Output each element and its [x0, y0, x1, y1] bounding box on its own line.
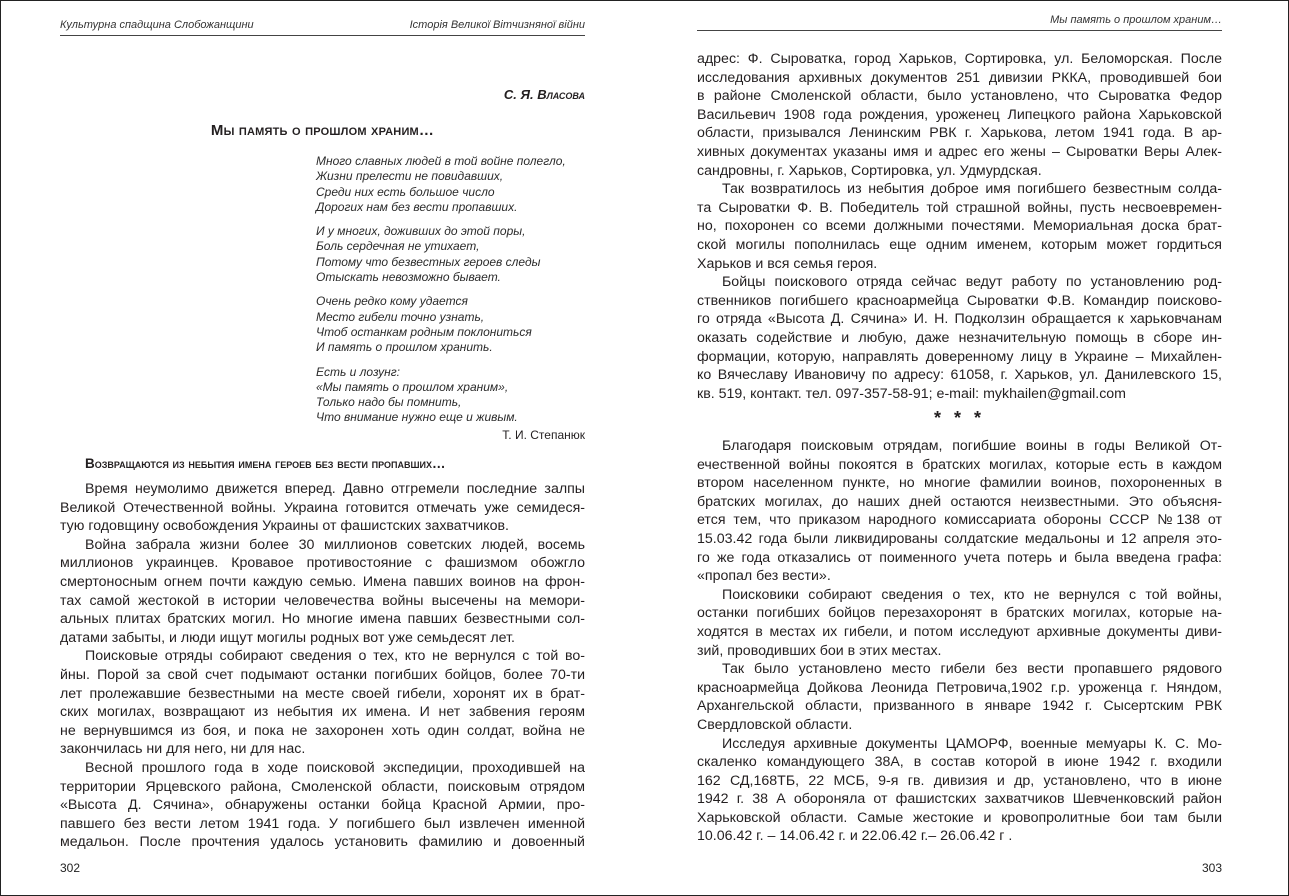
poem-line: Что внимание нужно еще и живым. — [316, 410, 518, 425]
text-line: ственников погибшего красноармейца Сыроватки Ф.В. Командир поисково- — [697, 292, 1222, 309]
text-line: ется тем, что приказом народного комиссариата обороны СССР №138 от — [697, 512, 1222, 529]
running-head-series: Культурна спадщина Слобожанщини — [60, 19, 254, 31]
text-line: но, похоронен со всеми должными почестями. Мемориальная доска брат- — [697, 218, 1222, 235]
page-number-left: 302 — [60, 861, 81, 875]
body-text-left — [60, 480, 585, 852]
text-line: Харьков и вся семья героя. — [697, 255, 878, 272]
text-line: ко Вячеславу Ивановичу по адресу: 61058, г. Харьков, ул. Данилевского 15, — [697, 367, 1222, 384]
epigraph-poem — [316, 154, 586, 435]
text-line: Свердловской области. — [697, 716, 853, 733]
text-line: Так возвратилось из небытия доброе имя погибшего безвестным солда- — [722, 181, 1222, 198]
article-title: Мы память о прошлом храним… — [210, 122, 435, 139]
text-line: ских могилах, возвращают из небытия их имена. И нет забвения героям — [60, 704, 585, 721]
text-line: закончилась ни для него, ни для нас. — [60, 741, 306, 758]
text-line: альных плитах братских могил. Но многие имена павших безвестными сол- — [60, 611, 585, 628]
text-line: зий, проводивших бои в этих местах. — [697, 642, 942, 659]
text-line: Архангельской области, призванного в январе 1942 г. Сысертским РВК — [697, 698, 1222, 715]
text-line: го отряда «Высота Д. Сячина» И. Н. Подколзин обращается к харьковчанам — [697, 311, 1222, 328]
text-line: территории Ярцевского района, Смоленской области, поисковым отрядом — [60, 778, 585, 795]
text-line: братских могилах, до наших дней остаются неизвестными. Это объясня- — [697, 493, 1222, 510]
poem-line: Жизни прелести не повидавших, — [316, 169, 504, 184]
poem-stanza — [316, 294, 586, 355]
text-line: Время неумолимо движется вперед. Давно отгремели последние залпы — [85, 481, 585, 497]
poem-line: «Мы память о прошлом храним», — [316, 379, 509, 394]
poem-stanza — [316, 154, 586, 215]
text-line: Исследуя архивные документы ЦАМОРФ, военные мемуары К. С. Мо- — [722, 735, 1222, 752]
text-line: Поисковики собирают сведения о тех, кто не вернулся с той войны, — [722, 586, 1222, 603]
text-line: Так было установлено место гибели без вести пропавшего рядового — [722, 661, 1222, 678]
text-line: ской могилы пополнилась еще одним именем, которым может гордиться — [697, 236, 1222, 253]
text-line: красноармейца Дойкова Леонида Петровича,1902 г.р. уроженца г. Няндом, — [697, 679, 1222, 696]
text-line: смертоносным огнем почти каждую семью. Имена павших воинов на фрон- — [60, 573, 585, 590]
text-line: датами забыты, и люди ищут могилы родных вот уже семьдесят лет. — [60, 629, 515, 646]
text-line: втором населенном пункте, но многие фамилии воинов, похороненных в — [697, 475, 1222, 492]
text-line: Харьковской области. Самые жестокие и кровопролитные бои там были — [697, 809, 1222, 826]
running-head-right — [697, 14, 1222, 31]
text-line: 10.06.42 г. – 14.06.42 г. и 22.06.42 г.– 26.06.42 г . — [697, 828, 1013, 845]
text-line: сандровны, г. Харьков, Сортировка, ул. Удмурдская. — [697, 162, 1042, 179]
text-line: Весной прошлого года в ходе поисковой экспедиции, проходившей на — [85, 759, 585, 776]
running-head-left — [60, 19, 585, 36]
left-page — [60, 0, 585, 896]
section-separator: * * * — [933, 408, 986, 428]
poem-line: Чтоб останкам родным поклониться — [316, 324, 532, 339]
text-line: миллионов украинцев. Кровавое противостояние с фашизмом обожгло — [60, 555, 585, 572]
article-author: С. Я. Власова — [503, 87, 585, 102]
running-head-article: Мы память о прошлом храним… — [1050, 14, 1222, 26]
text-line: формации, которую, направлять доверенному лицу в Украине – Михайлен- — [697, 348, 1222, 365]
text-line: в районе Смоленской области, было установлено, что Сыроватка Федор — [697, 88, 1222, 105]
text-line: останки погибших бойцов перезахоронят в братских могилах, которые на- — [697, 605, 1222, 622]
poem-line: Среди них есть большое число — [316, 184, 495, 199]
page-number-right: 303 — [1201, 861, 1222, 875]
text-line: павшего без вести летом 1941 года. У погибшего был извлечен именной — [60, 815, 585, 832]
poem-line: Много славных людей в той войне полегло, — [316, 154, 566, 168]
text-line: исследования архивных документов 251 дивизии РККА, проводившей бои — [697, 69, 1222, 86]
poem-line: Боль сердечная не утихает, — [316, 239, 480, 254]
text-line: 15.03.42 года были ликвидированы солдатские медальоны и 12 апреля это- — [697, 530, 1222, 547]
poem-line: Дорогих нам без вести пропавших. — [316, 199, 518, 214]
section-subheading: Возвращаются из небытия имена героев без вести пропавших… — [85, 456, 446, 471]
text-line: тах самой жестокой в истории человечества войны высечены на мемори- — [60, 592, 585, 609]
poem-line: И у многих, доживших до этой поры, — [316, 224, 526, 239]
text-line: Васильевич 1908 года рождения, уроженец Липецкого района Харьковской — [697, 106, 1222, 123]
text-line: «Высота Д. Сячина», обнаружены останки бойца Красной Армии, про- — [60, 797, 585, 814]
text-line: 162 СД,168ТБ, 22 МСБ, 9-я гв. дивизия и др, установлено, что в июне — [697, 772, 1222, 789]
text-line: ечественной войны покоятся в братских могилах, которые есть в каждом — [697, 456, 1222, 473]
right-page — [697, 0, 1222, 896]
text-line: оказать содействие и любую, даже незначительную помощь в сборе ин- — [697, 329, 1222, 346]
poem-signature: Т. И. Степанюк — [502, 428, 585, 442]
poem-stanza — [316, 365, 586, 426]
text-line: не вернувшимся из боя, и пока не захоронен хоть один солдат, война не — [60, 722, 585, 739]
text-line: та Сыроватки Ф. В. Победитель той страшной войны, пусть несвоевремен- — [697, 199, 1222, 216]
text-line: скаленко командующего 38А, в состав которой в июне 1942 г. входили — [697, 754, 1222, 771]
text-line: Бойцы поискового отряда сейчас ведут работу по установлению род- — [722, 274, 1222, 291]
poem-line: Есть и лозунг: — [316, 364, 400, 379]
running-head-section: Історія Великої Вітчизняної війни — [409, 19, 585, 31]
poem-stanza — [316, 224, 586, 285]
text-line: области, призывался Ленинским РВК г. Харькова, летом 1941 года. В ар- — [697, 125, 1222, 142]
poem-line: Место гибели точно узнать, — [316, 309, 485, 324]
text-line: хивных документах указаны имя и адрес его жены – Сыроватки Веры Алек- — [697, 143, 1222, 160]
poem-line: И память о прошлом хранить. — [316, 340, 493, 355]
text-line: Поисковые отряды собирают сведения о тех, кто не вернулся с той во- — [85, 648, 585, 665]
text-line: кв. 519, контакт. тел. 097-357-58-91; e-mail: mykhailen@gmail.com — [697, 385, 1126, 402]
text-line: Великой Отечественной войны. Украина готовится отмечать уже семидеся- — [60, 499, 585, 516]
text-line: Война забрала жизни более 30 миллионов советских людей, восемь — [85, 536, 585, 553]
text-line: йны. Порой за свой счет подымают останки погибших бойцов, более 70-ти — [60, 666, 585, 683]
body-text-right-bottom — [697, 437, 1222, 846]
poem-line: Только надо бы помнить, — [316, 395, 462, 410]
text-line: лет пролежавшие безвестными на месте своей гибели, хоронят их в брат- — [60, 685, 585, 702]
text-line: адрес: Ф. Сыроватка, город Харьков, Сортировка, ул. Беломорская. После — [697, 51, 1222, 67]
poem-line: Отыскать невозможно бывает. — [316, 270, 501, 285]
poem-line: Очень редко кому удается — [316, 294, 468, 309]
text-line: тую годовщину освобождения Украины от фашистских захватчиков. — [60, 518, 509, 535]
text-line: ходятся в местах их гибели, и потом исследуют архивные документы диви- — [697, 623, 1222, 640]
body-text-right-top — [697, 50, 1222, 403]
text-line: 1942 г. 38 А обороняла от фашистских захватчиков Шевченковский район — [697, 791, 1222, 808]
text-line: медальон. После прочтения удалось установить фамилию и довоенный — [60, 834, 585, 851]
text-line: го же года отказались от поименного учета потерь и была введена графа: — [697, 549, 1222, 566]
text-line: «пропал без вести». — [697, 568, 831, 585]
text-line: Благодаря поисковым отрядам, погибшие воины в годы Великой От- — [722, 438, 1222, 454]
poem-line: Потому что безвестных героев следы — [316, 254, 541, 269]
